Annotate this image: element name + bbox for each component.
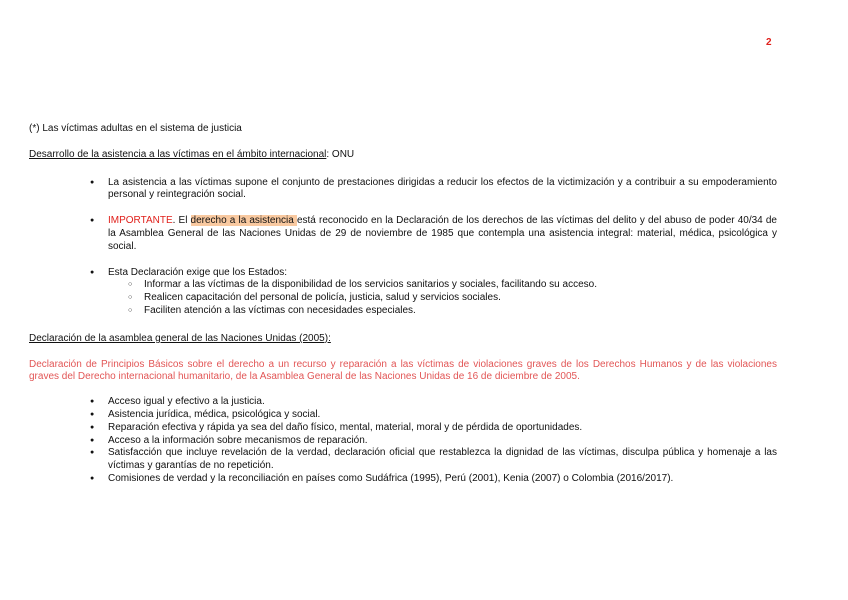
section2-bullet-list: [29, 396, 777, 486]
important-label: IMPORTANTE: [108, 215, 173, 227]
section2-red-paragraph: Declaración de Principios Básicos sobre el derecho a un recurso y reparación a las víctimas de violaciones graves de los Derechos Humanos y de las violaciones graves del Derecho internacional humanitario, de la Asamblea General de las Naciones Unidas de 16 de diciembre de 2005.: [29, 358, 777, 383]
sub-list-item: ○ Informar a las víctimas de la disponibilidad de los servicios sanitarios y sociales, facilitando su acceso.: [108, 279, 777, 292]
page-number: 2: [766, 37, 772, 48]
list-item: [29, 177, 777, 203]
list-item: [29, 215, 777, 253]
list-item: ● Acceso igual y efectivo a la justicia.: [29, 396, 777, 409]
highlighted-text: derecho a la asistencia: [190, 215, 297, 227]
bullet-text-pre: . El: [172, 215, 191, 227]
bullet-text-post: está reconocido en la Declaración de los derechos de las víctimas del delito y del abuso de poder 40/34 de la Asamblea General de las Naciones Unidas de 29 de noviembre de 1985 que contempla una asistencia integral: material, médica, psicológica y social.: [108, 215, 777, 252]
document-body: [29, 123, 777, 486]
list-item: ● Reparación efectiva y rápida ya sea del daño físico, mental, material, moral y de pérdida de oportunidades.: [29, 422, 777, 435]
sub-list: [108, 279, 777, 317]
bullet-text: La asistencia a las víctimas supone el conjunto de prestaciones dirigidas a reducir los efectos de la victimización y a contribuir a su empoderamiento personal y reintegración social.: [108, 176, 777, 201]
section1-heading-suffix: : ONU: [326, 148, 355, 160]
list-item: ● Asistencia jurídica, médica, psicológica y social.: [29, 409, 777, 422]
list-item: ● Comisiones de verdad y la reconciliación en países como Sudáfrica (1995), Perú (2001), Kenia (2007) o Colombia (2016/2017).: [29, 473, 777, 486]
section1-bullet-list: [29, 177, 777, 318]
list-item: ● Acceso a la información sobre mecanismos de reparación.: [29, 435, 777, 448]
section1-heading-underlined: Desarrollo de la asistencia a las víctimas en el ámbito internacional: [29, 148, 327, 160]
list-item: ● Satisfacción que incluye revelación de la verdad, declaración oficial que restablezca la dignidad de las víctimas, disculpa pública y homenaje a las víctimas y garantías de no repetición.: [29, 447, 777, 473]
section1-heading: [29, 149, 777, 162]
list-item: [29, 267, 777, 318]
section2-heading: Declaración de la asamblea general de las Naciones Unidas (2005):: [29, 332, 331, 344]
intro-line: (*) Las víctimas adultas en el sistema de justicia: [29, 123, 242, 134]
bullet-text: Esta Declaración exige que los Estados:: [108, 266, 287, 278]
sub-list-item: ○ Realicen capacitación del personal de policía, justicia, salud y servicios sociales.: [108, 292, 777, 305]
sub-list-item: ○ Faciliten atención a las víctimas con necesidades especiales.: [108, 305, 777, 318]
